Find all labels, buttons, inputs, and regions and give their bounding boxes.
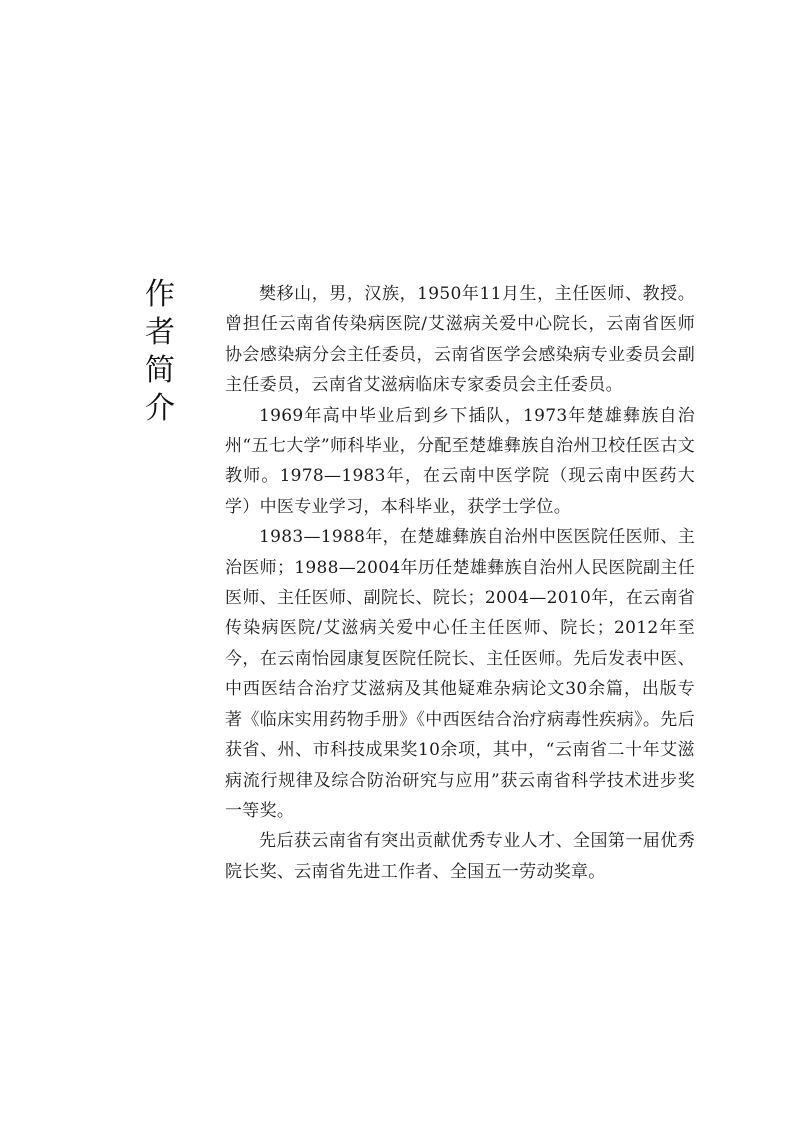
section-heading	[140, 276, 180, 428]
heading-char: 介	[145, 391, 175, 426]
author-bio	[225, 279, 695, 887]
bio-paragraph: 1983—1988年，在楚雄彝族自治州中医医院任医师、主治医师；1988—2004年历任楚雄彝族自治州人民医院副主任医师、主任医师、副院长、院长；2004—2010年，在云南省传染病医院/艾滋病关爱中心任主任医师、院长；2012年至今，在云南怡园康复医院任院长、主任医师。先后发表中医、中西医结合治疗艾滋病及其他疑难杂病论文30余篇，出版专著《临床实用药物手册》《中西医结合治疗病毒性疾病》。先后获省、州、市科技成果奖10余项，其中，“云南省二十年艾滋病流行规律及综合防治研究与应用”获云南省科学技术进步奖一等奖。	[225, 527, 695, 821]
bio-paragraph: 先后获云南省有突出贡献优秀专业人才、全国第一届优秀院长奖、云南省先进工作者、全国五一劳动奖章。	[225, 831, 695, 882]
bio-paragraph: 1969年高中毕业后到乡下插队，1973年楚雄彝族自治州“五七大学”师科毕业，分配至楚雄彝族自治州卫校任医古文教师。1978—1983年，在云南中医学院（现云南中医药大学）中医专业学习，本科毕业，获学士学位。	[225, 405, 695, 517]
bio-paragraph: 樊移山，男，汉族，1950年11月生，主任医师、教授。曾担任云南省传染病医院/艾滋病关爱中心院长，云南省医师协会感染病分会主任委员，云南省医学会感染病专业委员会副主任委员，云南省艾滋病临床专家委员会主任委员。	[225, 284, 695, 396]
heading-char: 简	[145, 353, 175, 388]
heading-char: 作	[145, 277, 175, 312]
heading-char: 者	[145, 315, 175, 350]
